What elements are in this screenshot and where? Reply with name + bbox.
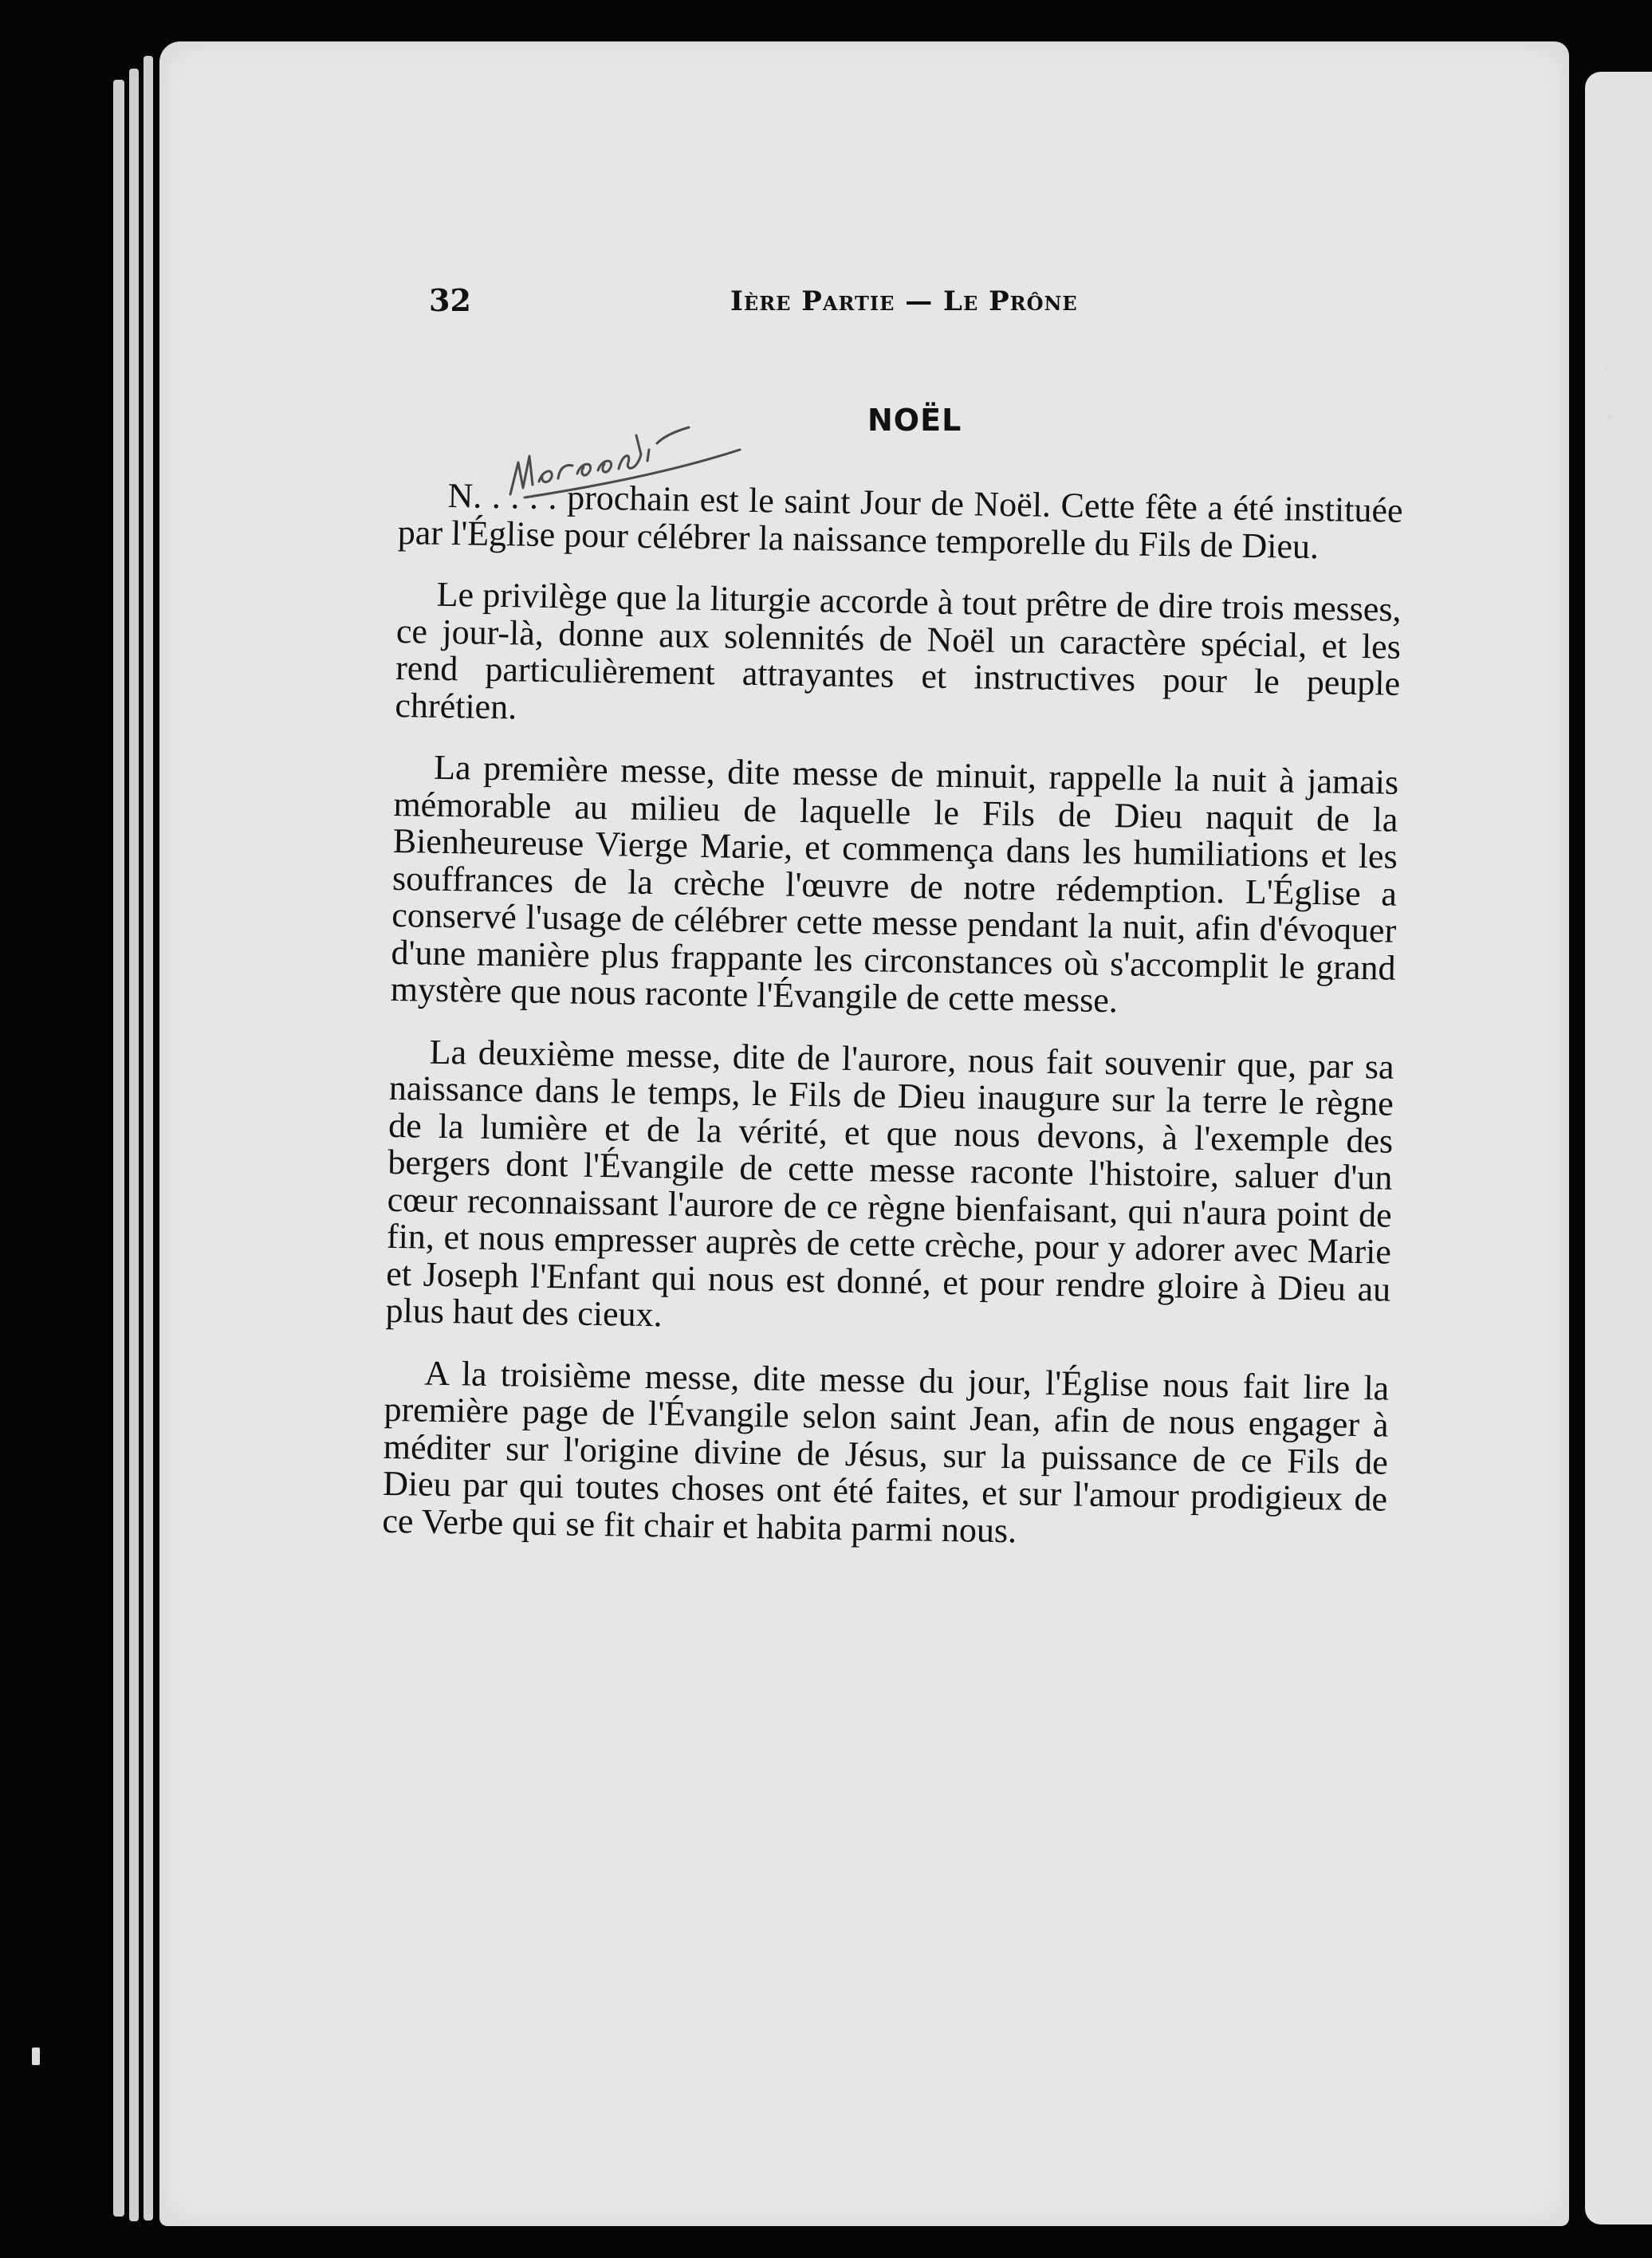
- paragraph: N. . . . . prochain est le saint Jour de Noël. Cette fête a été instituée par l'Église pour célébrer la naissance temporelle du Fils de Dieu.: [397, 475, 1403, 566]
- page-edge: [113, 80, 124, 2217]
- paragraph: A la troisième messe, dite messe du jour, l'Église nous fait lire la première page de l'Évangile selon saint Jean, afin de nous engager à méditer sur l'origine divine de Jésus, sur la puissance de ce Fils de Dieu par qui toutes choses ont été faites, et sur l'amour prodigieux de ce Verbe qui se fit chair et habita parmi nous.: [382, 1353, 1390, 1550]
- page-header: [0, 279, 1652, 335]
- paragraph: La première messe, dite messe de minuit, rappelle la nuit à jamais mémorable au milieu de laquelle le Fils de Dieu naquit de la Bienheureuse Vierge Marie, et commença dans les humiliations et les souffrances de la crèche l'œuvre de notre rédemption. L'Église a conservé l'usage de célébrer cette messe pendant la nuit, afin d'évoquer d'une manière plus frappante les circonstances où s'accomplit le grand mystère que nous raconte l'Évangile de cette messe.: [390, 747, 1399, 1021]
- facing-page-edge: [1585, 72, 1652, 2225]
- running-head: Ière Partie — Le Prône: [730, 285, 1078, 317]
- paragraph: La deuxième messe, dite de l'aurore, nous fait souvenir que, par sa naissance dans le temps, le Fils de Dieu inaugure sur la terre le règne de la lumière et de la vérité, et que nous devons, à l'exemple des bergers dont l'Évangile de cette messe raconte l'histoire, saluer d'un cœur reconnaissant l'aurore de ce règne bienfaisant, qui n'aura point de fin, et nous empresser auprès de cette crèche, pour y adorer avec Marie et Joseph l'Enfant qui nous est donné, et pour rendre gloire à Dieu au plus haut des cieux.: [385, 1032, 1394, 1335]
- scan-speck: [1607, 415, 1612, 419]
- scan-speck: [32, 2048, 40, 2065]
- body-text: [382, 477, 1403, 1580]
- page-edge: [144, 56, 153, 2221]
- page-number: 32: [429, 282, 471, 318]
- section-title: NOËL: [867, 403, 962, 438]
- paragraph: Le privilège que la liturgie accorde à tout prêtre de dire trois messes, ce jour-là, donne aux solennités de Noël un caractère spécial, et les rend particulièrement attrayantes et instructives pour le peuple chrétien.: [395, 574, 1402, 726]
- scan-speck: [1604, 367, 1609, 372]
- page-edge: [129, 69, 139, 2221]
